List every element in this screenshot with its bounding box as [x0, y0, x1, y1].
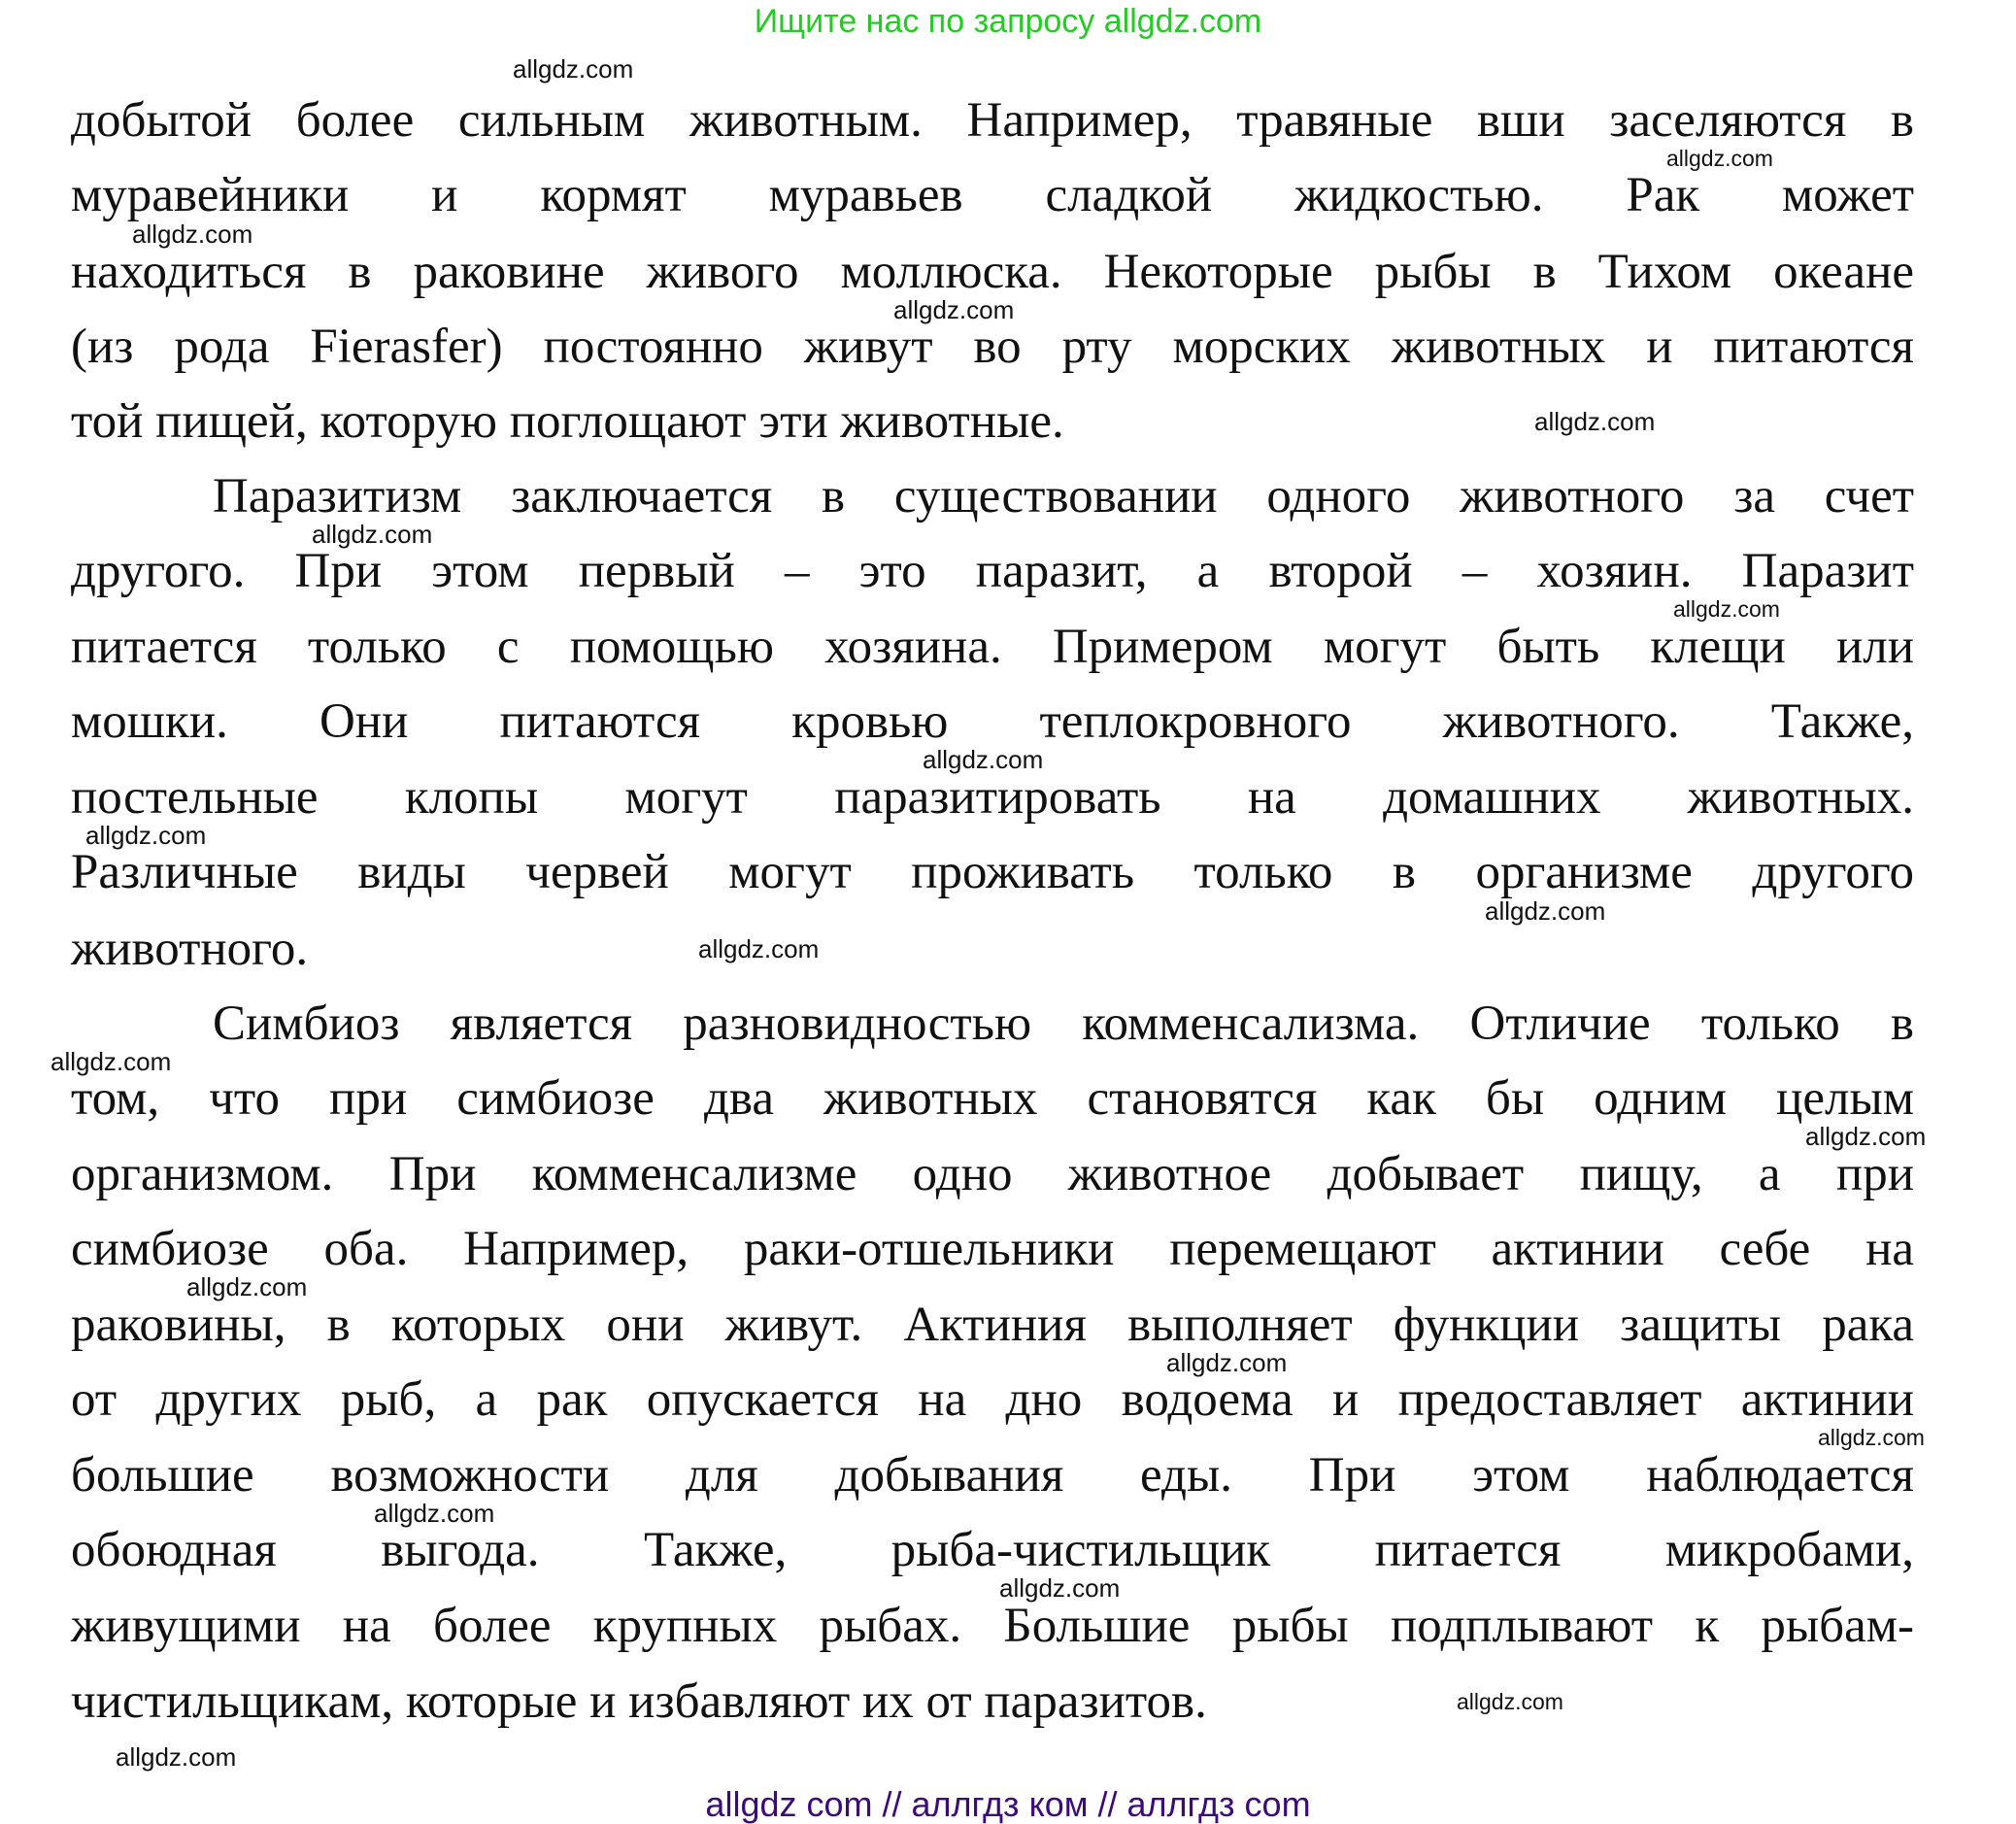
text-line: другого. При этом первый – это паразит, а второй – хозяин. Паразит — [71, 544, 1914, 598]
watermark-text: allgdz.com — [312, 520, 433, 549]
text-line: питается только с помощью хозяина. Примером могут быть клещи или — [71, 620, 1914, 674]
watermark-text: allgdz.com — [116, 1742, 237, 1772]
watermark-text: allgdz.com — [50, 1047, 172, 1076]
watermark-text: allgdz.com — [893, 295, 1015, 324]
watermark-text: allgdz.com — [186, 1272, 308, 1301]
watermark-text: allgdz.com — [1818, 1425, 1925, 1450]
text-line: раковины, в которых они живут. Актиния выполняет функции защиты рака — [71, 1298, 1914, 1352]
text-line: животного. — [71, 922, 309, 976]
watermark-text: allgdz.com — [132, 220, 253, 249]
text-line: мошки. Они питаются кровью теплокровного животного. Также, — [71, 694, 1914, 749]
watermark-text: allgdz.com — [1805, 1122, 1927, 1151]
text-line: живущими на более крупных рыбах. Большие рыбы подплывают к рыбам- — [71, 1599, 1914, 1653]
search-banner: Ищите нас по запросу allgdz.com — [754, 3, 1262, 40]
watermark-text: allgdz.com — [1457, 1689, 1563, 1714]
watermark-text: allgdz.com — [374, 1499, 495, 1528]
footer-banner: allgdz com // аллгдз ком // аллгдз com — [705, 1784, 1311, 1824]
text-line: находиться в раковине живого моллюска. Некоторые рыбы в Тихом океане — [71, 245, 1914, 299]
watermark-text: allgdz.com — [1485, 896, 1606, 926]
watermark-text: allgdz.com — [923, 745, 1044, 774]
text-line: Симбиоз является разновидностью комменсализма. Отличие только в — [213, 996, 1914, 1051]
text-line: той пищей, которую поглощают эти животные. — [71, 394, 1064, 449]
text-line: от других рыб, а рак опускается на дно водоема и предоставляет актинии — [71, 1372, 1914, 1427]
text-line: обоюдная выгода. Также, рыба-чистильщик питается микробами, — [71, 1523, 1914, 1577]
text-line: том, что при симбиозе два животных становятся как бы одним целым — [71, 1071, 1914, 1126]
watermark-text: allgdz.com — [1666, 146, 1773, 171]
text-line: симбиозе оба. Например, раки-отшельники перемещают актинии себе на — [71, 1222, 1914, 1276]
watermark-text: allgdz.com — [698, 934, 820, 963]
text-line: (из рода Fierasfer) постоянно живут во рту морских животных и питаются — [71, 320, 1914, 374]
watermark-text: allgdz.com — [1166, 1348, 1288, 1377]
watermark-text: allgdz.com — [999, 1573, 1121, 1603]
text-line: большие возможности для добывания еды. При этом наблюдается — [71, 1448, 1914, 1503]
watermark-text: allgdz.com — [1534, 407, 1656, 436]
text-line: Паразитизм заключается в существовании одного животного за счет — [213, 469, 1914, 524]
watermark-text: allgdz.com — [1673, 596, 1780, 622]
text-line: Различные виды червей могут проживать только в организме другого — [71, 845, 1914, 899]
text-line: чистильщикам, которые и избавляют их от паразитов. — [71, 1674, 1207, 1729]
text-line: муравейники и кормят муравьев сладкой жидкостью. Рак может — [71, 168, 1914, 222]
text-line: постельные клопы могут паразитировать на домашних животных. — [71, 770, 1914, 825]
watermark-text: allgdz.com — [513, 54, 634, 84]
text-line: добытой более сильным животным. Например, травяные вши заселяются в — [71, 93, 1914, 148]
watermark-text: allgdz.com — [85, 821, 207, 850]
text-line: организмом. При комменсализме одно животное добывает пищу, а при — [71, 1147, 1914, 1201]
